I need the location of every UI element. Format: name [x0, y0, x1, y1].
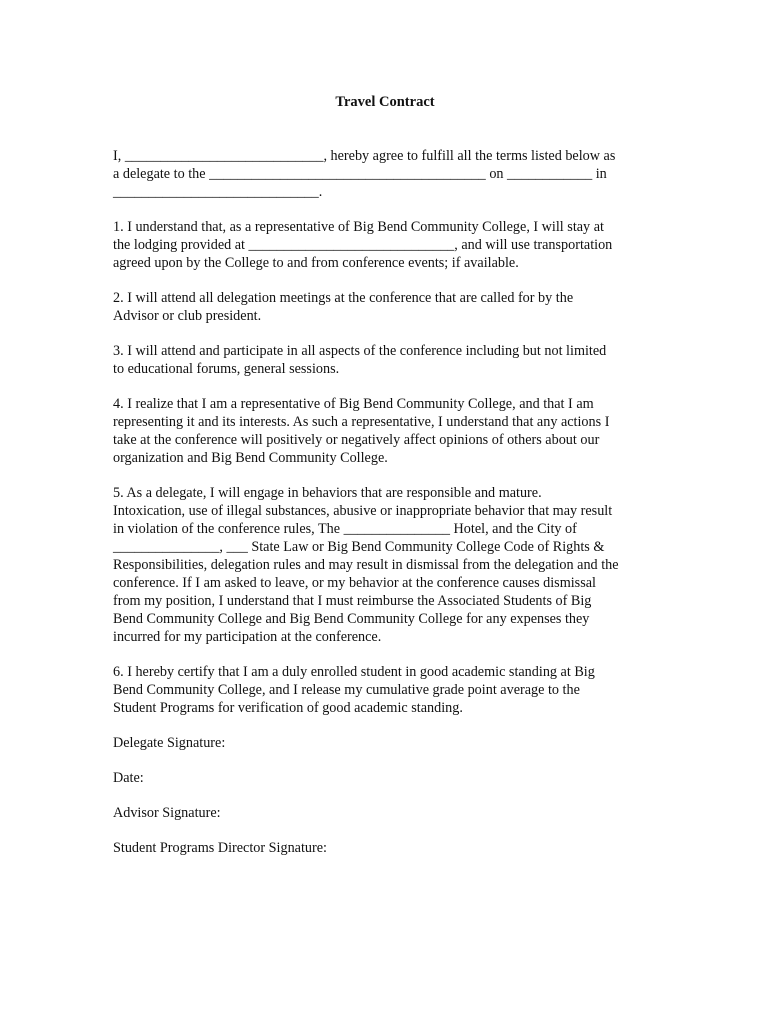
advisor-signature-label: Advisor Signature:: [113, 805, 221, 821]
date-label: Date:: [113, 770, 144, 786]
term-6: 6. I hereby certify that I am a duly enrolled student in good academic standing at Big Bend Community College, and I release my cumulative grade point average to the Student Programs for verification of good academic standing.: [113, 664, 595, 716]
delegate-signature-label: Delegate Signature:: [113, 735, 226, 751]
document-body: [113, 147, 661, 874]
term-1: 1. I understand that, as a representative of Big Bend Community College, I will stay at the lodging provided at _____________________________, and will use transportation agreed upon by the College to and from conference events; if available.: [113, 219, 613, 271]
term-4: 4. I realize that I am a representative of Big Bend Community College, and that I am representing it and its interests. As such a representative, I understand that any actions I take at the conference will positively or negatively affect opinions of others about our organization and Big Bend Community College.: [113, 396, 610, 466]
term-5: 5. As a delegate, I will engage in behaviors that are responsible and mature. Intoxication, use of illegal substances, abusive or inappropriate behavior that may result in violation of the conference rules, The _______________ Hotel, and the City of _______________, ___ State Law or Big Bend Community College Code of Rights & Responsibilities, delegation rules and may result in dismissal from the delegation and the conference. If I am asked to leave, or my behavior at the conference causes dismissal from my position, I understand that I must reimburse the Associated Students of Big Bend Community College and Big Bend Community College for any expenses they incurred for my participation at the conference.: [113, 485, 619, 645]
term-3: 3. I will attend and participate in all aspects of the conference including but not limited to educational forums, general sessions.: [113, 343, 607, 377]
intro-paragraph: I, ____________________________, hereby agree to fulfill all the terms listed below as a delegate to the _______________________________________ on ____________ in _____________________________.: [113, 148, 616, 200]
director-signature-label: Student Programs Director Signature:: [113, 840, 327, 856]
document-title: Travel Contract: [335, 94, 435, 110]
term-2: 2. I will attend all delegation meetings at the conference that are called for by the Advisor or club president.: [113, 290, 574, 324]
